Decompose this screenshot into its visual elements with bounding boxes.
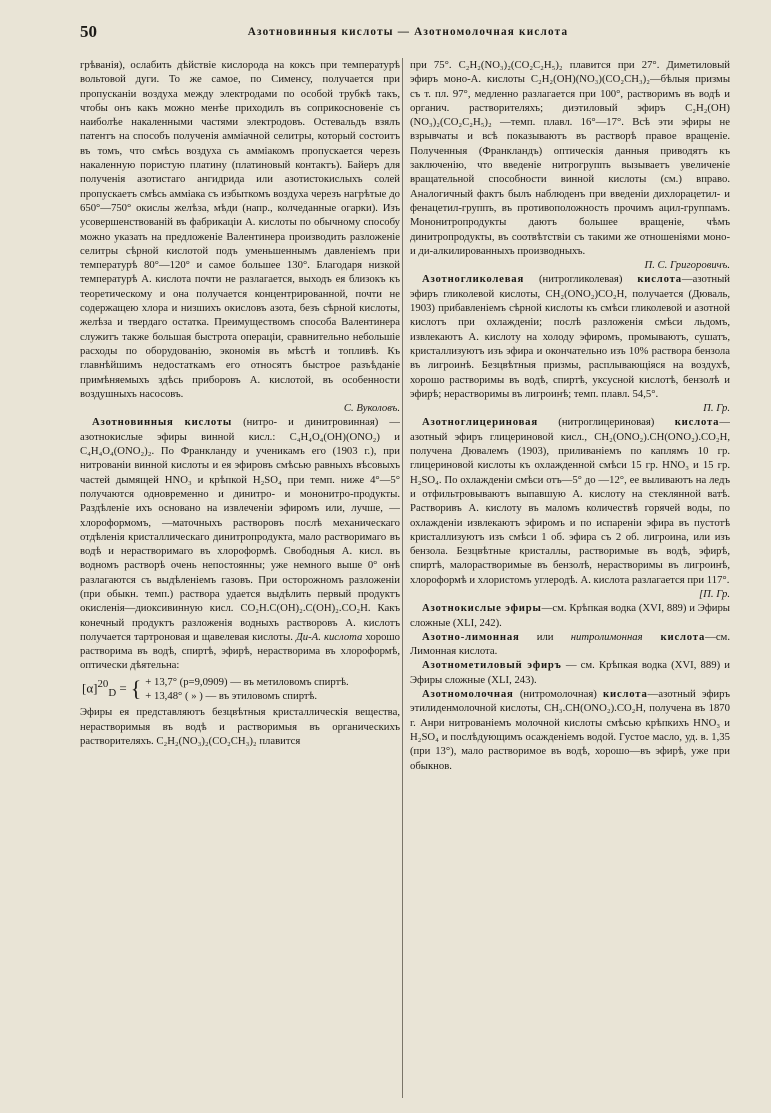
entry-italic-term: нитролимонная xyxy=(570,630,643,643)
entry-text: — см. Крѣпкая водка (XVI, 889) и Эфиры сложные (XLI, 243). xyxy=(410,659,730,686)
entry-headword-part: кислота xyxy=(674,416,720,429)
entry-text: (нитромолочная) xyxy=(513,688,604,701)
entry-azotnomolochnaya xyxy=(410,687,730,773)
entry-headword: Азотномолочная xyxy=(422,688,514,701)
entry-headword: Азотногликолевая xyxy=(422,273,525,286)
formula-symbol xyxy=(80,675,129,704)
author-signature: П. С. Григоровичъ. xyxy=(644,259,730,272)
entry-text: —азотный эфиръ гликолевой кислоты, CH₂(ONO₂)CO₂H, получается (Дюваль, 1903) прибавленіемъ сѣрной кислоты къ смѣси гликолевой и азотной кислотъ при охлажденіи; послѣ разложенія смѣси льдомъ, извлекаютъ А. кислоту на холоду эфиромъ, промываютъ, сушатъ, кристаллизуютъ изъ эфира и окончательно изъ 10% раствора бензола въ лигроинѣ. Безцвѣтныя призмы, расплывающіяся на воздухѣ, хорошо растворимы въ водѣ, спиртѣ, уксусной кислотѣ, бензолѣ и эфирѣ; нерастворимы въ лигроинѣ; темп. плавл. 54,5°. xyxy=(410,273,730,400)
entry-headword-part: кислота xyxy=(637,273,682,286)
formula-row-2: + 13,48° ( » ) — въ этиловомъ спиртѣ. xyxy=(145,690,318,703)
running-head: Азотновинныя кислоты — Азотномолочная кислота xyxy=(247,26,569,38)
entry-azotnokislye-efiry xyxy=(410,601,730,630)
author-signature: С. Вуколовъ. xyxy=(343,402,400,415)
paragraph-text: при 75°. C₂H₂(NO₃)₂(CO₂C₂H₅)₂ плавится при 27°. Диметиловый эфиръ моно-А. кислоты C₂H₂(OH)(NO₃)(CO₂CH₃)₂—бѣлыя призмы съ т. пл. 97°, медленно разлагается при 100°, растворимъ въ водѣ и органич. растворителяхъ; диэтиловый эфиръ C₂H₂(OH)(NO₃)₂(CO₂C₂H₅)₂ —темп. плавл. 16°—17°. Всѣ эти эфиры не взрывчаты и всѣ показываютъ въ растворѣ правое вращеніе. Полученныя (Франкландъ) оптическія данныя приводятъ къ заключенію, что введеніе нитрогруппъ вызываетъ увеличеніе вращательной способности винной кислоты (см.) вправо. Аналогичный фактъ былъ наблюденъ при введеніи дихлорацетил- и фенацетил-группъ, въ противоположность прочимъ ацил-группамъ. Мононитропродукты даютъ большее вращеніе, чѣмъ динитропродукты, въ соотвѣтствіи съ такими же отношеніями моно- и ди-алкилированныхъ производныхъ. xyxy=(410,59,730,257)
entry-continuation xyxy=(410,58,730,272)
page-number: 50 xyxy=(80,22,97,41)
formula-subscript: D xyxy=(108,687,117,700)
author-signature: [П. Гр. xyxy=(698,587,730,600)
entry-text: —азотный эфиръ глицериновой кисл., CH₂(ONO₂).CH(ONO₂).CO₂H, получена Дювалемъ (1903), приливаніемъ по каплямъ 10 гр. глицериновой кислоты къ охлажденной смѣси 15 гр. HNO₃ и 15 гр. H₂SO₄. По охлажденіи смѣси отъ—5° до —12°, ее выливаютъ на ледъ и отфильтровываютъ выпавшую А. кислоту на стеклянной ватѣ. Растворивъ А. кислоту въ маломъ количествѣ горячей воды, по охлажденіи извлекаютъ эфиромъ и по испареніи эфира въ пустотѣ кристаллизуютъ изъ смѣси 1 об. эфира съ 2 об. лигроина, или изъ бензола. Безцвѣтные кристаллы, растворимые въ водѣ, эфирѣ, спиртѣ, малорастворимые въ бензолѣ, нерастворимы въ лигроинѣ, хлороформѣ и хлористомъ углеродѣ. А. кислота разлагается при 117°. xyxy=(410,416,730,586)
column-divider xyxy=(402,58,403,1098)
formula-alpha: [α] xyxy=(82,680,98,696)
formula-row-1: + 13,7° (p=9,0909) — въ метиловомъ спиртѣ. xyxy=(145,675,349,688)
page-header xyxy=(80,22,736,44)
formula-equals: = xyxy=(119,680,127,696)
entry-continuation: Эфиры ея представляютъ безцвѣтныя кристаллическія вещества, нерастворимыя въ водѣ и растворимыя въ органическихъ растворителяхъ. C₂H₂(NO₃)₂(CO₂CH₃)₂ плавится xyxy=(80,706,400,747)
entry-text: (нитрогликолевая) xyxy=(524,273,638,286)
entry-text: (нитроглицериновая) xyxy=(537,416,675,429)
entry-azotnovinnye xyxy=(80,415,400,672)
entry-azotnoglicerinovaya xyxy=(410,415,730,601)
entry-azotnometilovyi-efir xyxy=(410,658,730,687)
entry-text: —см. Крѣпкая водка (XVI, 889) и Эфиры сложные (XLI, 242). xyxy=(410,602,730,629)
entry-text: или xyxy=(519,630,571,643)
entry-headword-part: кислоты xyxy=(184,416,233,429)
entry-text: —см. Лимонная кислота. xyxy=(410,630,730,658)
entry-azotnoglikolevaya xyxy=(410,272,730,415)
entry-headword-part: кислота xyxy=(642,630,706,643)
entry-azotno-limonnaya xyxy=(410,630,730,659)
entry-headword: Азотновинныя xyxy=(92,416,174,429)
article-continuation xyxy=(80,58,400,415)
entry-headword: Азотнометиловый эфиръ xyxy=(422,659,562,672)
paragraph-text: грѣванія), ослабить дѣйствіе кислорода на коксъ при температурѣ вольтовой дуги. То же самое, по Сименсу, получается при пропусканіи воздуха между электродами по особой трубкѣ такъ, чтобы онъ какъ можно менѣе приходилъ въ соприкосновеніе съ наиболѣе накаленными частями электродовъ. Остевальдъ взялъ патентъ на способъ полученія амміачной селитры, который состоитъ въ томъ, что смѣсь воздуха съ амміакомъ пропускается черезъ накаленную пористую платину (платиновый контактъ). Байеръ для полученія азотистаго ангидрида или азотистокислыхъ солей пропускаетъ смѣсь амміака съ избыткомъ воздуха черезъ нагрѣтые до 650°—750° окислы желѣза, мѣди (напр., колчеданные огарки). Изъ усовершенствованій въ фабрикаціи А. кислоты по обычному способу можно указать на предложеніе Валентинера производить разложеніе селитры сѣрной кислотой подъ уменьшеннымъ давленіемъ при температурѣ 80°—120° и самое большее 130°. Благодаря низкой температурѣ А. кислота почти не разлагается, выходъ ея близокъ къ теоретическому и она получается концентрированной, почти не содержащею хлора и низшихъ окисловъ азота, безъ сѣрной кислоты, желѣза и твердаго остатка. Преимуществомъ способа Валентинера служитъ также большая быстрота операціи, сравнительно небольшіе расходы по оборудованію, экономія въ мѣстѣ и топливѣ. Къ главнѣйшимъ недостаткамъ его относятъ быстрое разъѣданіе примѣняемыхъ здѣсь приборовъ А. кислотой, въ особенности воздушныхъ насосовъ. xyxy=(80,59,400,400)
entry-text: —азотный эфиръ этилиденмолочной кислоты, CH₃.CH(ONO₂).CO₂H, получена въ 1870 г. Анри нитрованіемъ молочной кислоты смѣсью крѣпкихъ HNO₃ и H₂SO₄ и послѣдующимъ осажденіемъ водой. Густое масло, уд. в. 1,35 (при 13°), мало растворимое въ водѣ, хорошо—въ эфирѣ, уже при обыкнов. xyxy=(410,688,730,772)
entry-headword: Азотнокислые эфиры xyxy=(422,602,542,615)
rotation-formula xyxy=(80,675,351,704)
author-signature: П. Гр. xyxy=(703,402,730,415)
formula-brace: { xyxy=(130,675,142,701)
entry-headword-part: кислота xyxy=(603,688,648,701)
right-column xyxy=(410,58,730,1103)
entry-italic-term: Ди-А. кислота xyxy=(295,630,363,643)
entry-text: хорошо растворима въ водѣ, спиртѣ, эфирѣ, нерастворима въ хлороформѣ, оптически дѣятельна: xyxy=(80,630,400,672)
entry-headword: Азотноглицериновая xyxy=(422,416,538,429)
formula-superscript: 20 xyxy=(97,678,109,691)
left-column xyxy=(80,58,400,1103)
entry-headword: Азотно-лимонная xyxy=(422,630,520,643)
entry-text: (нитро- и динитровинная) —азотнокислые эфиры винной кисл.: C₄H₄O₄(OH)(ONO₂) и C₄H₄O₄(ONO₂)₂. По Франкланду и ученикамъ его (1903 г.), при нитрованіи винной кислоты и ея эфировъ смѣсью равныхъ вѣсовыхъ частей дымящей HNO₃ и крѣпкой H₂SO₄ при темп. ниже 4°—5° получаются одновременно и динитро- и мононитро-продукты. Раздѣленіе ихъ основано на извлеченіи эфиромъ или, лучше, —хлороформомъ, —маточныхъ растворовъ послѣ механическаго отдѣленія кристаллическаго динитропродукта, мало растворимаго въ водѣ и нерастворимаго въ хлороформѣ. Свободныя А. кисл. въ водномъ растворѣ очень непостоянны; уже немного выше 0° онѣ разлагаются съ выдѣленіемъ газовъ. При осторожномъ разложеніи (при обыкн. темп.) раствора удается выдѣлить первый продуктъ окисленія—диоксивинную кисл. CO₂H.C(OH)₂.C(OH)₂.CO₂H. Какъ конечный продуктъ разложенія водныхъ растворовъ А. кислотъ получается тартроновая и щавелевая кислоты. xyxy=(80,416,400,643)
